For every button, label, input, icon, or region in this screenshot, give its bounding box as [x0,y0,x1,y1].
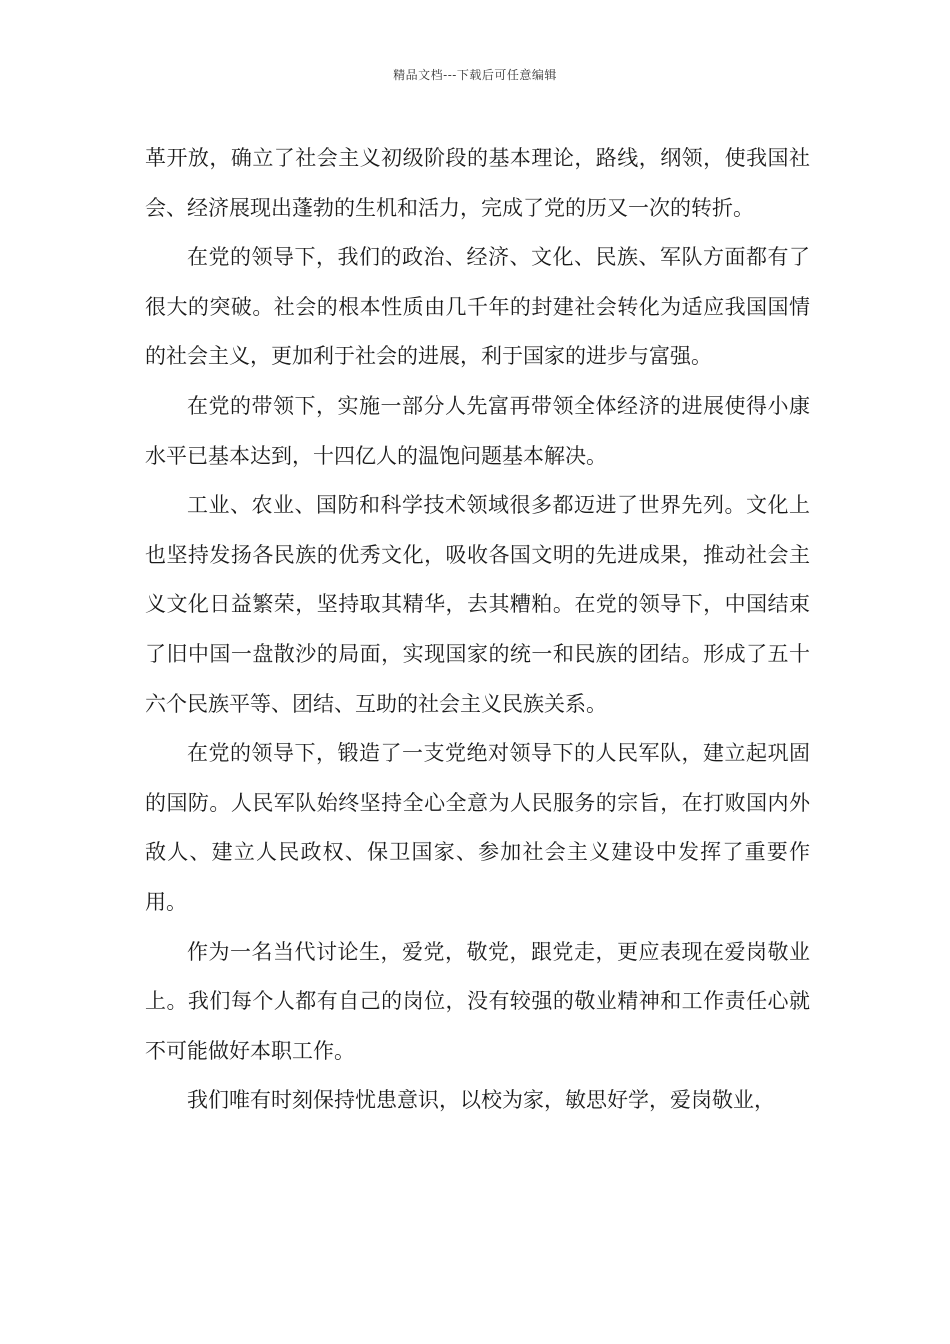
paragraph: 革开放，确立了社会主义初级阶段的基本理论，路线，纲领，使我国社会、经济展现出蓬勃的生机和活力，完成了党的历又一次的转折。 [145,146,810,220]
paragraph: 作为一名当代讨论生，爱党，敬党，跟党走，更应表现在爱岗敬业上。我们每个人都有自己的岗位，没有较强的敬业精神和工作责任心就不可能做好本职工作。 [145,939,810,1063]
document-body [145,134,810,1126]
page-header: 精品文档---下载后可任意编辑 [393,68,557,82]
paragraph: 在党的领导下，锻造了一支党绝对领导下的人民军队，建立起巩固的国防。人民军队始终坚持全心全意为人民服务的宗旨，在打败国内外敌人、建立人民政权、保卫国家、参加社会主义建设中发挥了重要作用。 [145,741,810,914]
paragraph: 工业、农业、国防和科学技术领域很多都迈进了世界先列。文化上也坚持发扬各民族的优秀文化，吸收各国文明的先进成果，推动社会主义文化日益繁荣，坚持取其精华，去其糟粕。在党的领导下，中国结束了旧中国一盘散沙的局面，实现国家的统一和民族的团结。形成了五十六个民族平等、团结、互助的社会主义民族关系。 [145,493,810,716]
paragraph: 在党的领导下，我们的政治、经济、文化、民族、军队方面都有了很大的突破。社会的根本性质由几千年的封建社会转化为适应我国国情的社会主义，更加利于社会的进展，利于国家的进步与富强。 [145,245,810,369]
paragraph: 在党的带领下，实施一部分人先富再带领全体经济的进展使得小康水平已基本达到，十四亿人的温饱问题基本解决。 [145,393,810,468]
paragraph: 我们唯有时刻保持忧患意识，以校为家，敏思好学，爱岗敬业， [187,1088,775,1113]
